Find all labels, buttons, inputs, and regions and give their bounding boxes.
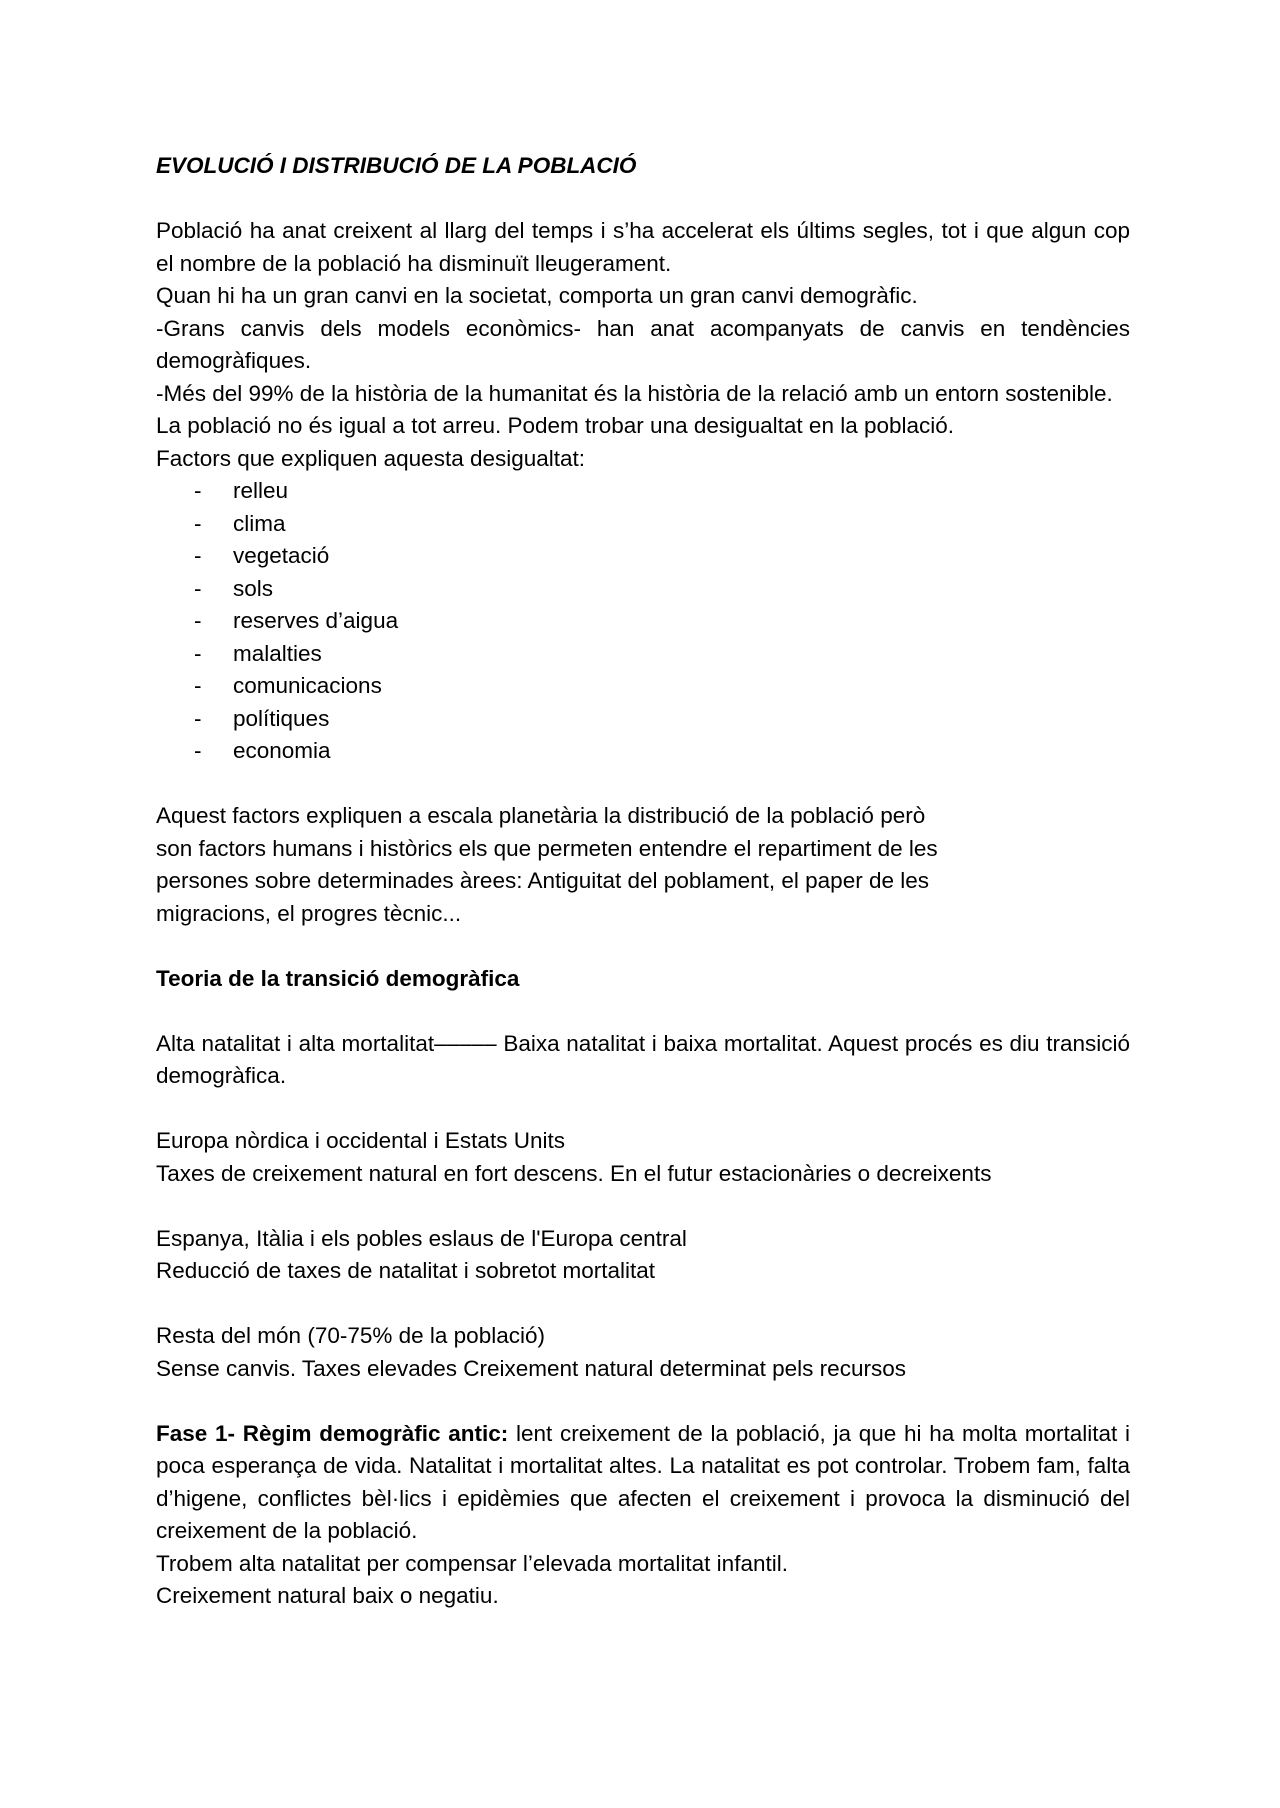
factors-summary-line: Aquest factors expliquen a escala planetària la distribució de la població però <box>156 803 926 828</box>
spacer <box>156 183 1130 216</box>
spacer <box>156 1385 1130 1418</box>
phase1-line: Creixement natural baix o negatiu. <box>156 1583 499 1608</box>
spacer <box>156 995 1130 1028</box>
list-item: - reserves d’aigua <box>194 605 1130 638</box>
factor-label: relleu <box>233 478 289 503</box>
region-description: Reducció de taxes de natalitat i sobretot mortalitat <box>156 1258 656 1283</box>
intro-paragraph-2: Quan hi ha un gran canvi en la societat, comporta un gran canvi demogràfic. <box>156 283 918 308</box>
section-heading: Teoria de la transició demogràfica <box>156 965 520 991</box>
region-name: Resta del món (70-75% de la població) <box>156 1323 545 1348</box>
intro-paragraph-5: La població no és igual a tot arreu. Podem trobar una desigualtat en la població. <box>156 413 955 438</box>
spacer <box>156 1288 1130 1321</box>
list-item: - malalties <box>194 638 1130 671</box>
factors-summary-line: migracions, el progres tècnic... <box>156 900 462 926</box>
transition-intro: Alta natalitat i alta mortalitat––––– Baixa natalitat i baixa mortalitat. Aquest procés es diu transició demogràfica. <box>156 1030 1130 1088</box>
intro-paragraph-4: -Més del 99% de la història de la humanitat és la història de la relació amb un entorn sostenible. <box>156 380 1113 406</box>
factor-label: reserves d’aigua <box>233 608 399 633</box>
region-name: Espanya, Itàlia i els pobles eslaus de l'Europa central <box>156 1225 687 1251</box>
list-item: - vegetació <box>194 540 1130 573</box>
spacer <box>156 768 1130 801</box>
factor-label: economia <box>233 738 331 763</box>
factor-label: vegetació <box>233 543 330 568</box>
list-item: - economia <box>194 735 1130 768</box>
spacer <box>156 930 1130 963</box>
factor-label: clima <box>233 510 286 536</box>
factors-summary-line: persones sobre determinades àrees: Antiguitat del poblament, el paper de les <box>156 868 929 893</box>
intro-paragraph-6: Factors que expliquen aquesta desigualtat: <box>156 445 586 471</box>
intro-paragraph-3: -Grans canvis dels models econòmics- han anat acompanyats de canvis en tendències demogràfiques. <box>156 315 1130 373</box>
phase1-paragraph <box>156 1418 1130 1548</box>
spacer <box>156 1093 1130 1126</box>
phase1-text: lent creixement de la població, ja que hi ha molta mortalitat i poca esperança de vida. Natalitat i mortalitat altes. La natalitat es pot controlar. Trobem fam, falta d’higene, conflictes bèl·lics i epidèmies que afecten el creixement i provoca la disminució del creixement de la població. <box>156 1420 1130 1543</box>
region-description: Taxes de creixement natural en fort descens. En el futur estacionàries o decreixents <box>156 1160 992 1186</box>
factor-label: sols <box>233 575 274 601</box>
list-item: - clima <box>194 508 1130 541</box>
document-title: EVOLUCIÓ I DISTRIBUCIÓ DE LA POBLACIÓ <box>156 153 637 178</box>
phase1-line: Trobem alta natalitat per compensar l’elevada mortalitat infantil. <box>156 1550 788 1576</box>
document-page <box>156 150 1130 1613</box>
factors-summary-line: son factors humans i històrics els que permeten entendre el repartiment de les <box>156 835 938 861</box>
phase1-label: Fase 1- Règim demogràfic antic: <box>156 1420 509 1446</box>
list-item: - relleu <box>194 475 1130 508</box>
factor-label: polítiques <box>233 705 330 731</box>
region-description: Sense canvis. Taxes elevades Creixement natural determinat pels recursos <box>156 1355 906 1381</box>
list-item: - sols <box>194 573 1130 606</box>
list-item: - comunicacions <box>194 670 1130 703</box>
factor-label: comunicacions <box>233 673 382 698</box>
intro-paragraph-1: Població ha anat creixent al llarg del temps i s’ha accelerat els últims segles, tot i que algun cop el nombre de la població ha disminuït lleugerament. <box>156 218 1130 276</box>
factors-list <box>156 475 1130 768</box>
spacer <box>156 1190 1130 1223</box>
region-name: Europa nòrdica i occidental i Estats Units <box>156 1128 565 1153</box>
factor-label: malalties <box>233 640 322 666</box>
list-item: - polítiques <box>194 703 1130 736</box>
